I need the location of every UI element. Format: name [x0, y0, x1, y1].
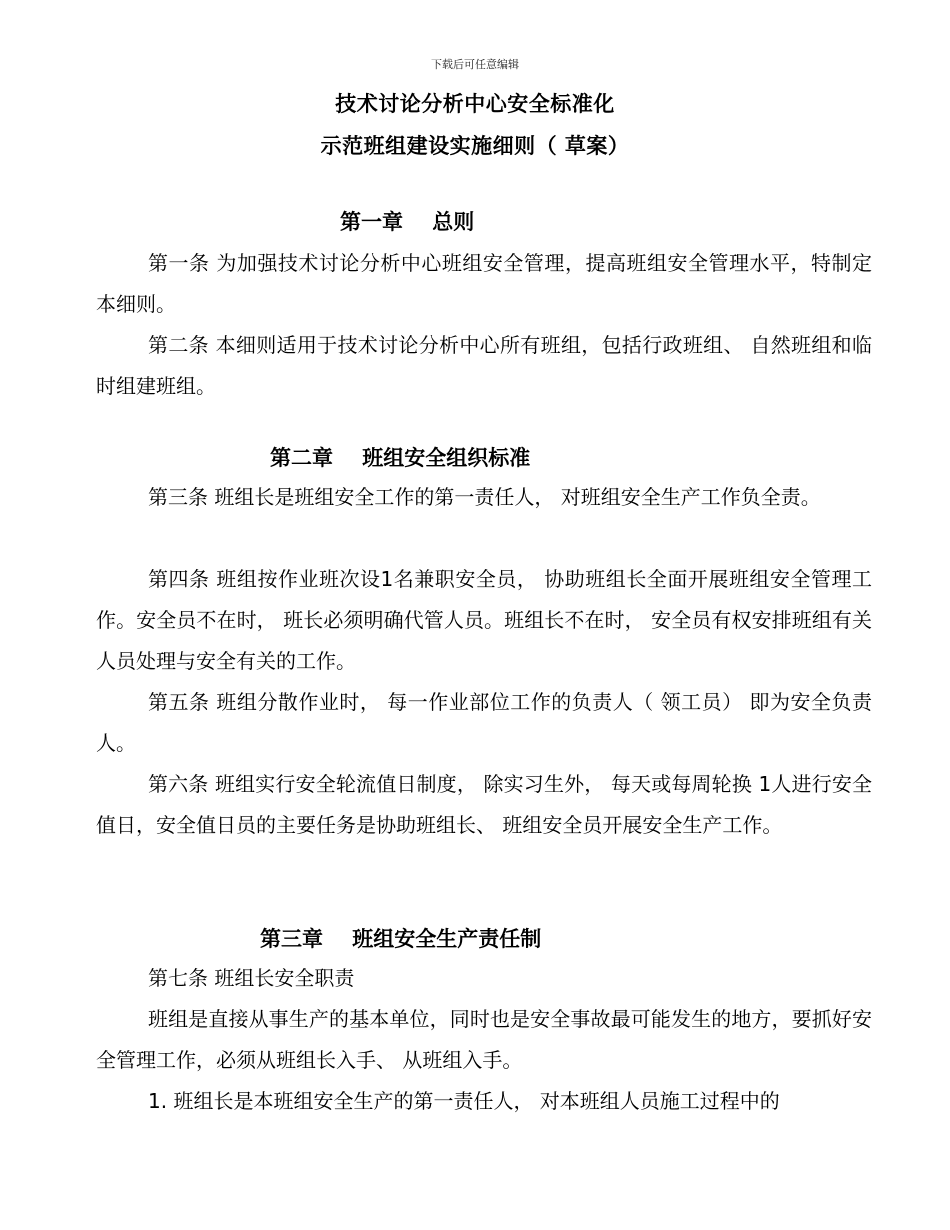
- article-7: 第七条 班组长安全职责: [148, 966, 355, 990]
- chapter-2-heading: 第二章 班组安全组织标准: [270, 446, 531, 470]
- article-4: 第四条 班组按作业班次设1名兼职安全员， 协助班组长全面开展班组安全管理工作。安全员不在时， 班长必须明确代管人员。班组长不在时， 安全员有权安排班组有关人员处理与安全有关的工作。: [96, 567, 872, 673]
- document-title-line-2: 示范班组建设实施细则（ 草案）: [320, 134, 630, 158]
- chapter-1-heading: 第一章 总则: [340, 210, 475, 234]
- article-5: 第五条 班组分散作业时， 每一作业部位工作的负责人（ 领工员） 即为安全负责人。: [96, 690, 872, 755]
- article-7-body: 班组是直接从事生产的基本单位，同时也是安全事故最可能发生的地方，要抓好安全管理工作，必须从班组长入手、 从班组入手。: [96, 1007, 872, 1072]
- chapter-3-heading: 第三章 班组安全生产责任制: [260, 927, 542, 951]
- article-2: 第二条 本细则适用于技术讨论分析中心所有班组，包括行政班组、 自然班组和临时组建班组。: [96, 333, 872, 398]
- article-7-item-1: 1. 班组长是本班组安全生产的第一责任人， 对本班组人员施工过程中的: [148, 1089, 780, 1113]
- document-title-line-1: 技术讨论分析中心安全标准化: [335, 92, 615, 116]
- article-6: 第六条 班组实行安全轮流值日制度， 除实习生外， 每天或每周轮换 1人进行安全值日，安全值日员的主要任务是协助班组长、 班组安全员开展安全生产工作。: [96, 772, 872, 837]
- article-3: 第三条 班组长是班组安全工作的第一责任人， 对班组安全生产工作负全责。: [148, 485, 821, 509]
- header-note: 下载后可任意编辑: [431, 58, 519, 71]
- article-1: 第一条 为加强技术讨论分析中心班组安全管理，提高班组安全管理水平，特制定本细则。: [96, 251, 872, 316]
